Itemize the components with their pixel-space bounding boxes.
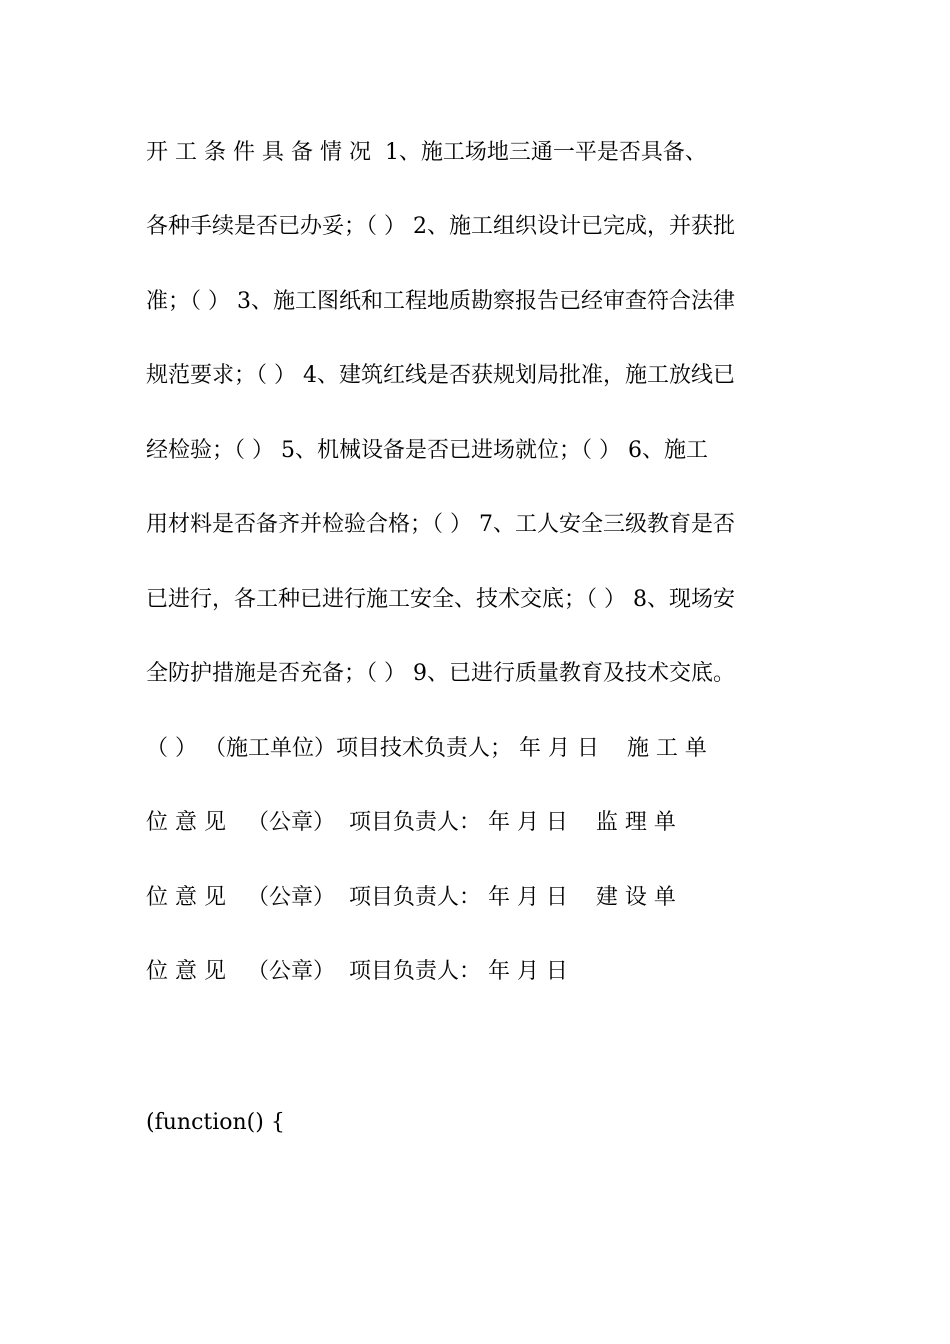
text-line-6: 用材料是否备齐并检验合格；（ ） 7、工人安全三级教育是否: [146, 512, 735, 537]
text-line-3: 准；（ ） 3、施工图纸和工程地质勘察报告已经审查符合法律: [146, 289, 735, 314]
text-line-4: 规范要求；（ ） 4、建筑红线是否获规划局批准，施工放线已: [146, 363, 735, 388]
text-line-8: 全防护措施是否充备；（ ） 9、已进行质量教育及技术交底。: [146, 661, 735, 686]
code-snippet: (function() {: [146, 1110, 285, 1135]
text-line-1: 开 工 条 件 具 备 情 况 1、施工场地三通一平是否具备、: [146, 140, 707, 165]
text-line-11: 位 意 见 （公章） 项目负责人： 年 月 日 建 设 单: [146, 885, 676, 910]
text-line-2: 各种手续是否已办妥；（ ） 2、施工组织设计已完成，并获批: [146, 214, 735, 239]
text-line-5: 经检验；（ ） 5、机械设备是否已进场就位；（ ） 6、施工: [146, 438, 708, 463]
text-line-7: 已进行，各工种已进行施工安全、技术交底；（ ） 8、现场安: [146, 587, 735, 612]
text-line-9: （ ） （施工单位）项目技术负责人； 年 月 日 施 工 单: [146, 736, 707, 761]
text-line-10: 位 意 见 （公章） 项目负责人： 年 月 日 监 理 单: [146, 810, 676, 835]
text-line-12: 位 意 见 （公章） 项目负责人： 年 月 日: [146, 959, 568, 984]
